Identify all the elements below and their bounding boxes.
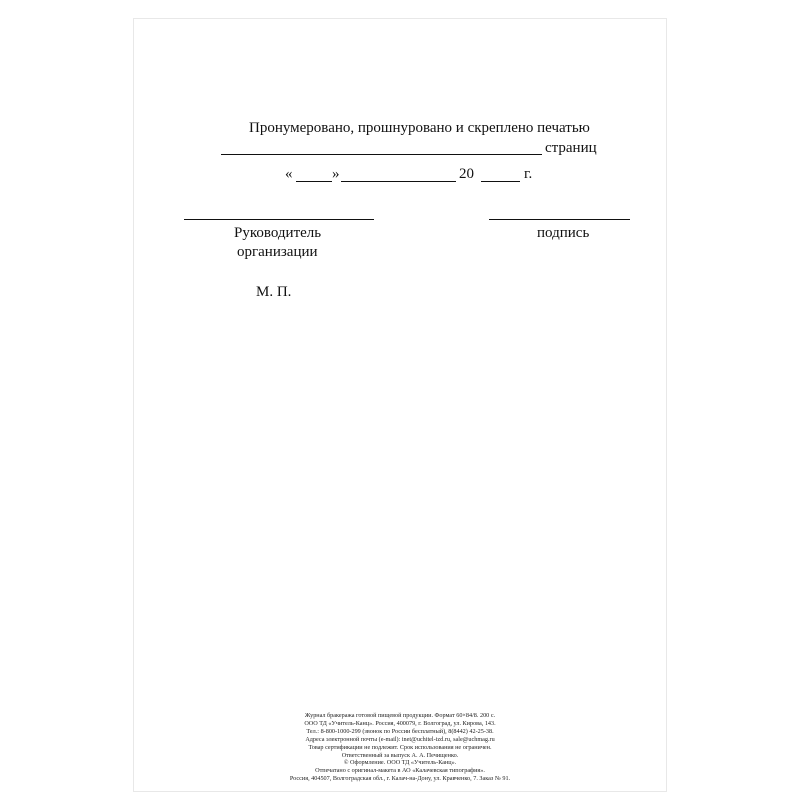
date-quote-open: « [285,166,293,182]
date-month-blank [341,181,456,182]
imprint-line: © Оформление. ООО ТД «Учитель-Канц». [343,759,457,767]
imprint-line: Россия, 404507, Волгоградская обл., г. Калач-на-Дону, ул. Кравченко, 7. Заказ № 91. [289,775,511,783]
date-quote-close: » [332,166,340,182]
signature-label: подпись [537,225,590,241]
pages-count-blank [221,154,542,155]
date-year-blank [481,181,520,182]
certification-line: Пронумеровано, прошнуровано и скреплено печатью [249,120,590,136]
imprint-line: ООО ТД «Учитель-Канц». Россия, 400079, г. Волгоград, ул. Кирова, 143. [304,719,496,727]
head-label-line2: организации [237,244,318,260]
head-name-blank [184,219,374,220]
seal-mark: М. П. [256,284,292,300]
imprint-line: Отпечатано с оригинал-макета в АО «Калачевская типография». [315,767,485,775]
imprint-block [200,712,600,783]
imprint-line: Ответственный за выпуск А. А. Печищенко. [341,751,459,759]
imprint-line: Тел.: 8-800-1000-299 (звонок по России бесплатный), 8(8442) 42-25-38. [306,727,494,735]
imprint-line: Журнал бракеража готовой пищевой продукции. Формат 60×84/8. 200 с. [304,712,496,719]
imprint-line: Товар сертификации не подлежит. Срок использования не ограничен. [308,743,492,751]
date-year-prefix: 20 [459,166,474,182]
imprint-line: Адреса электронной почты (e-mail): inet@uchitel-izd.ru, sale@uchmag.ru [305,735,495,743]
pages-word: страниц [545,140,597,156]
date-year-suffix: г. [524,166,533,182]
signature-blank [489,219,630,220]
date-day-blank [296,181,332,182]
head-label-line1: Руководитель [234,225,322,241]
